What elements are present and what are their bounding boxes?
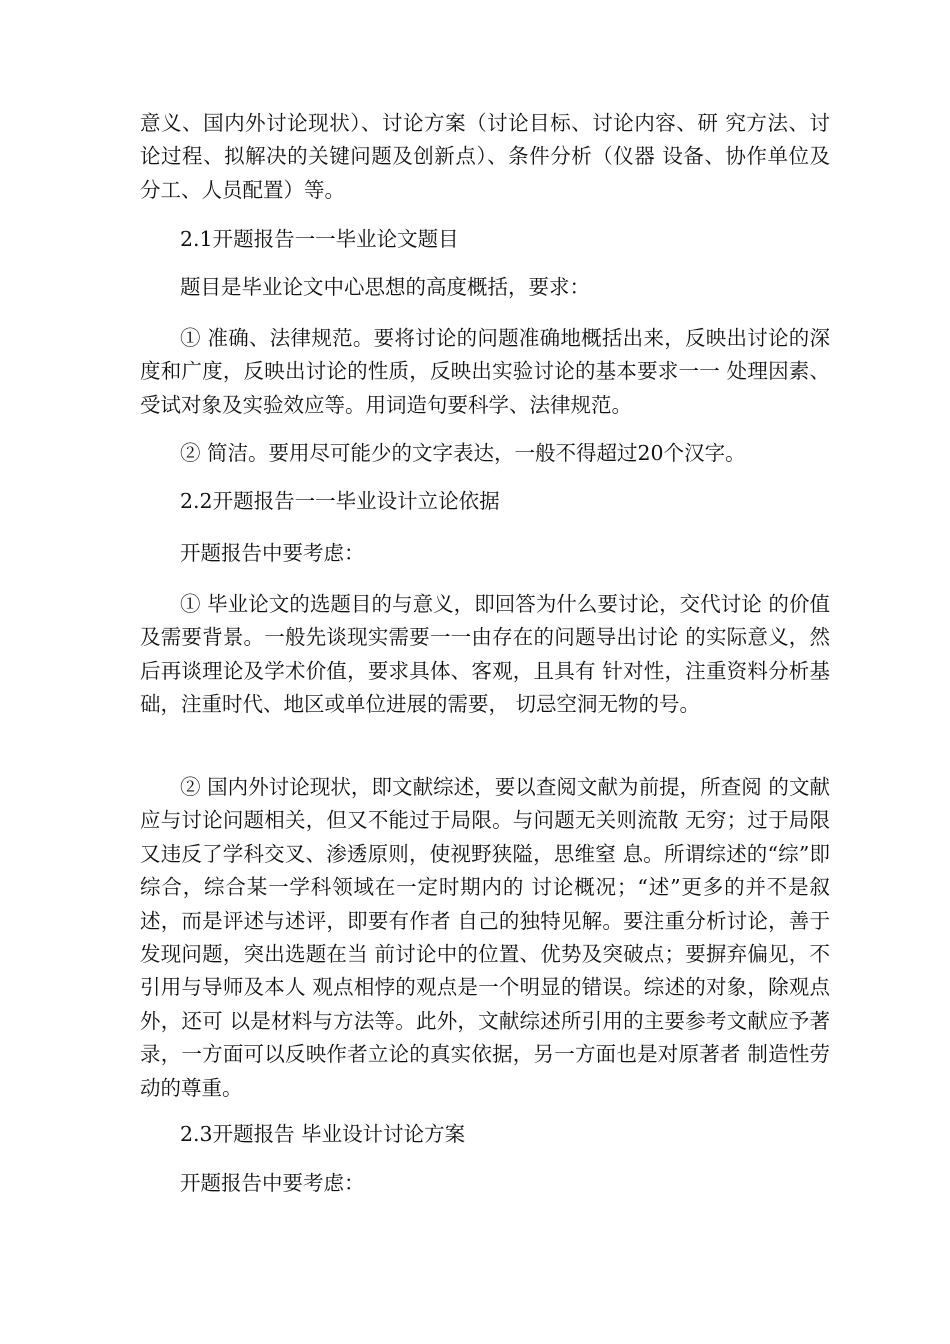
- paragraph-basis-point-2: ② 国内外讨论现状，即文献综述，要以查阅文献为前提，所查阅 的文献应与讨论问题相关，但又不能过于局限。与问题无关则流散 无穷；过于局限又违反了学科交叉、渗透原则，使视野狭隘，思维窒 息。所谓综述的“综”即综合，综合某一学科领域在一定时期内的 讨论概况；“述”更多的并不是叙述，而是评述与述评，即要有作者 自己的独特见解。要注重分析讨论，善于发现问题，突出选题在当 前讨论中的位置、优势及突破点；要摒弃偏见，不引用与导师及本人 观点相悖的观点是一个明显的错误。综述的对象，除观点外，还可 以是材料与方法等。此外，文献综述所引用的主要参考文献应予著 录，一方面可以反映作者立论的真实依据，另一方面也是对原著者 制造性劳动的尊重。: [140, 775, 830, 1100]
- paragraph-title-requirement-1: ① 准确、法律规范。要将讨论的问题准确地概括出来，反映出讨论的深度和广度，反映出讨论的性质，反映出实验讨论的基本要求一一 处理因素、受试对象及实验效应等。用词造句要科学、法律规范。: [140, 326, 830, 417]
- paragraph-continued-intro: 意义、国内外讨论现状）、讨论方案（讨论目标、讨论内容、研 究方法、讨论过程、拟解决的关键问题及创新点）、条件分析（仪器 设备、协作单位及分工、人员配置）等。: [140, 111, 830, 202]
- paragraph-consider-intro-1: 开题报告中要考虑：: [180, 541, 365, 565]
- paragraph-consider-intro-2: 开题报告中要考虑：: [180, 1171, 365, 1195]
- section-heading-2-3: 2.3开题报告 毕业设计讨论方案: [180, 1122, 466, 1146]
- paragraph-title-requirement-2: ② 简洁。要用尽可能少的文字表达，一般不得超过20个汉字。: [180, 441, 746, 465]
- section-heading-2-2: 2.2开题报告一一毕业设计立论依据: [180, 489, 500, 513]
- paragraph-title-summary: 题目是毕业论文中心思想的高度概括，要求：: [180, 275, 590, 299]
- paragraph-basis-point-1: ① 毕业论文的选题目的与意义，即回答为什么要讨论，交代讨论 的价值及需要背景。一般先谈现实需要一一由存在的问题导出讨论 的实际意义，然后再谈理论及学术价值，要求具体、客观，且具有 针对性，注重资料分析基础，注重时代、地区或单位进展的需要， 切忌空洞无物的号。: [140, 592, 830, 717]
- section-heading-2-1: 2.1开题报告一一毕业论文题目: [180, 227, 459, 251]
